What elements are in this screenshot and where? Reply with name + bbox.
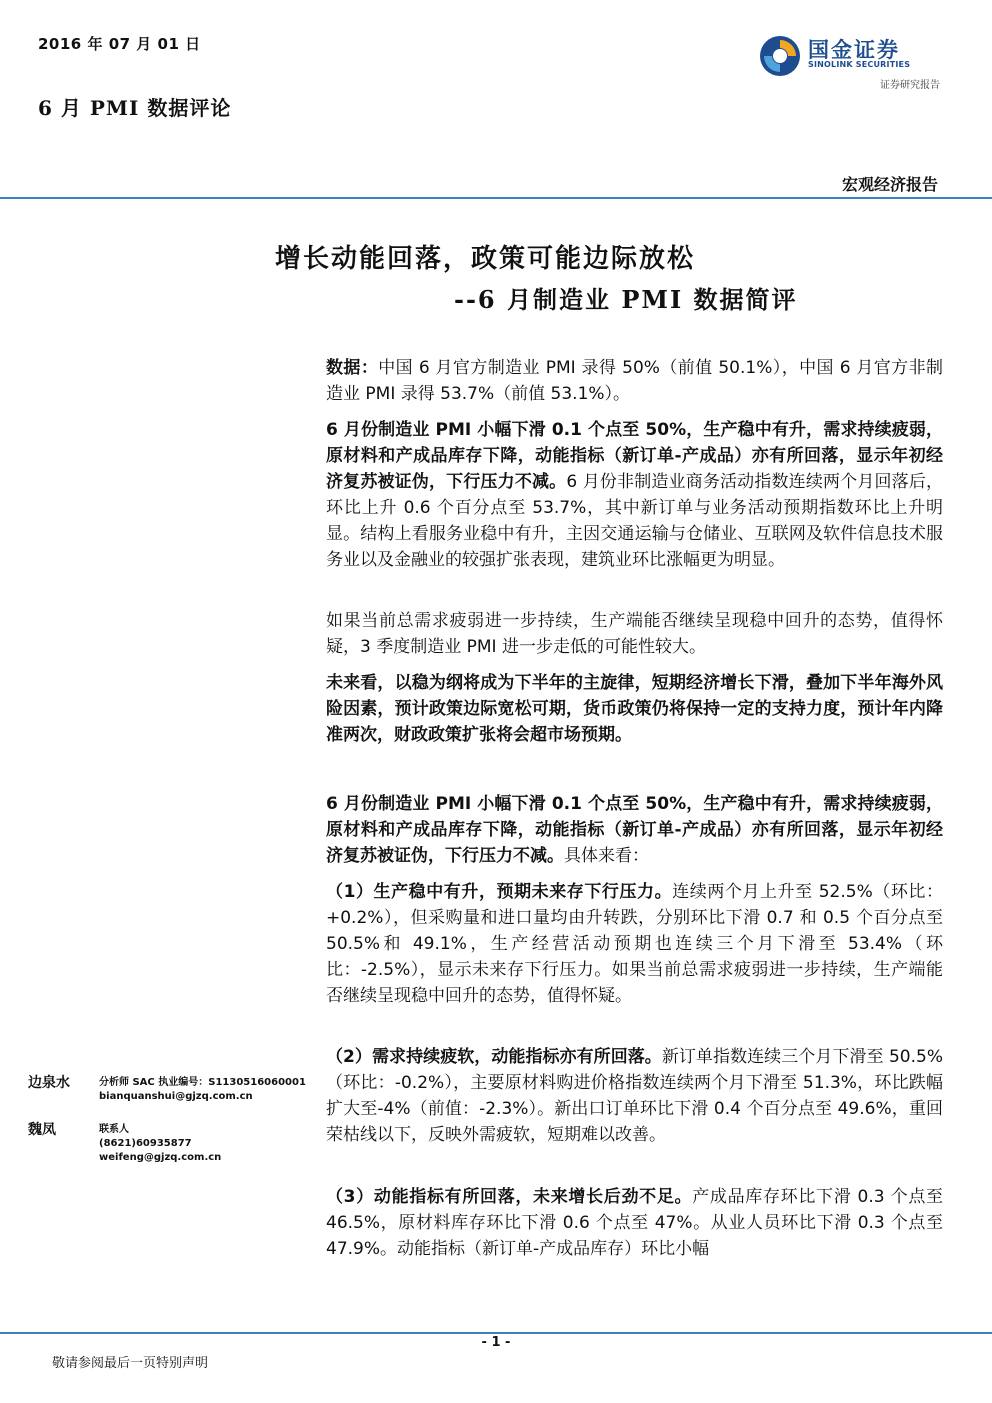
summary-bold: 未来看，以稳为纲将成为下半年的主旋律，短期经济增长下滑，叠加下半年海外风险因素，预计政策边际宽松可期，货币政策仍将保持一定的支持力度，预计年内降准两次，财政政策扩张将会超市场预期。 bbox=[326, 673, 943, 745]
body-paragraph bbox=[326, 791, 943, 869]
document-title: 6 月 PMI 数据评论 bbox=[38, 96, 232, 120]
logo-subtitle: 证券研究报告 bbox=[880, 80, 940, 91]
headline-main: 增长动能回落，政策可能边际放松 bbox=[275, 244, 696, 274]
contact-info bbox=[99, 1123, 221, 1165]
body-paragraph bbox=[326, 1184, 943, 1262]
summary-text: 如果当前总需求疲弱进一步持续，生产端能否继续呈现稳中回升的态势，值得怀疑，3 季度制造业 PMI 进一步走低的可能性较大。 bbox=[326, 611, 943, 657]
analyst-name: 边泉水 bbox=[28, 1075, 70, 1091]
body-text: 连续两个月上升至 52.5%（环比：+0.2%），但采购量和进口量均由升转跌，分别环比下滑 0.7 和 0.5 个百分点至 50.5%和 49.1%，生产经营活动预期也连续三个月下滑至 53.4%（环比：-2.5%），显示未来存下行压力。如果当前总需求疲弱进一步持续，生产端能否继续呈现稳中回升的态势，值得怀疑。 bbox=[326, 882, 943, 1006]
sinolink-logo-icon bbox=[758, 34, 802, 78]
body-paragraph bbox=[326, 1044, 943, 1148]
summary-paragraph bbox=[326, 417, 943, 573]
body-bold: （2）需求持续疲软，动能指标亦有所回落。 bbox=[326, 1047, 662, 1067]
logo-chinese-name: 国金证券 bbox=[808, 38, 900, 62]
analyst-email[interactable]: bianquanshui@gjzq.com.cn bbox=[99, 1091, 253, 1102]
summary-text: 6 月份非制造业商务活动指数连续两个月回落后，环比上升 0.6 个百分点至 53.7%，其中新订单与业务活动预期指数环比上升明显。结构上看服务业稳中有升，主因交通运输与仓储业、互联网及软件信息技术服务业以及金融业的较强扩张表现，建筑业环比涨幅更为明显。 bbox=[326, 472, 944, 570]
summary-paragraph bbox=[326, 608, 943, 660]
page-number: - 1 - bbox=[481, 1335, 511, 1350]
contact-name: 魏凤 bbox=[28, 1122, 56, 1138]
body-paragraph bbox=[326, 879, 943, 1009]
body-bold: （3）动能指标有所回落，未来增长后劲不足。 bbox=[326, 1187, 693, 1207]
summary-bold: 6 月份制造业 PMI 小幅下滑 0.1 个点至 50%，生产稳中有升，需求持续疲弱，原材料和产成品库存下降，动能指标（新订单-产成品）亦有所回落，显示年初经济复苏被证伪，下行压力不减。 bbox=[326, 420, 943, 492]
logo-english-name: SINOLINK SECURITIES bbox=[808, 60, 911, 69]
report-type: 宏观经济报告 bbox=[841, 175, 938, 194]
body-bold: （1）生产稳中有升，预期未来存下行压力。 bbox=[326, 882, 673, 902]
body-text: 具体来看： bbox=[564, 846, 649, 866]
body-text: 产成品库存环比下滑 0.3 个点至 46.5%，原材料库存环比下滑 0.6 个点至 47%。从业人员环比下滑 0.3 个点至 47.9%。动能指标（新订单-产成品库存）环比小幅 bbox=[326, 1187, 944, 1259]
body-bold: 6 月份制造业 PMI 小幅下滑 0.1 个点至 50%，生产稳中有升，需求持续疲弱，原材料和产成品库存下降，动能指标（新订单-产成品）亦有所回落，显示年初经济复苏被证伪，下行压力不减。 bbox=[326, 794, 943, 866]
analyst-role: 分析师 SAC 执业编号：S1130516060001 bbox=[99, 1077, 306, 1088]
contact-role: 联系人 bbox=[99, 1124, 129, 1135]
footer-divider bbox=[0, 1332, 992, 1334]
analyst-info bbox=[99, 1076, 306, 1104]
disclaimer-note: 敬请参阅最后一页特别声明 bbox=[52, 1356, 209, 1371]
contact-phone: (8621)60935877 bbox=[99, 1138, 192, 1149]
summary-bold: 数据： bbox=[326, 358, 379, 378]
summary-paragraph bbox=[326, 355, 943, 407]
report-date: 2016 年 07 月 01 日 bbox=[38, 35, 201, 53]
header-divider bbox=[0, 197, 992, 199]
headline-sub: --6 月制造业 PMI 数据简评 bbox=[454, 285, 798, 314]
contact-email[interactable]: weifeng@gjzq.com.cn bbox=[99, 1152, 222, 1163]
company-logo bbox=[758, 32, 948, 90]
summary-paragraph bbox=[326, 670, 943, 748]
body-text: 新订单指数连续三个月下滑至 50.5%（环比：-0.2%），主要原材料购进价格指数连续两个月下滑至 51.3%，环比跌幅扩大至-4%（前值：-2.3%）。新出口订单环比下滑 0.4 个百分点至 49.6%，重回荣枯线以下，反映外需疲软，短期难以改善。 bbox=[326, 1047, 943, 1145]
summary-text: 中国 6 月官方制造业 PMI 录得 50%（前值 50.1%），中国 6 月官方非制造业 PMI 录得 53.7%（前值 53.1%）。 bbox=[326, 358, 943, 404]
